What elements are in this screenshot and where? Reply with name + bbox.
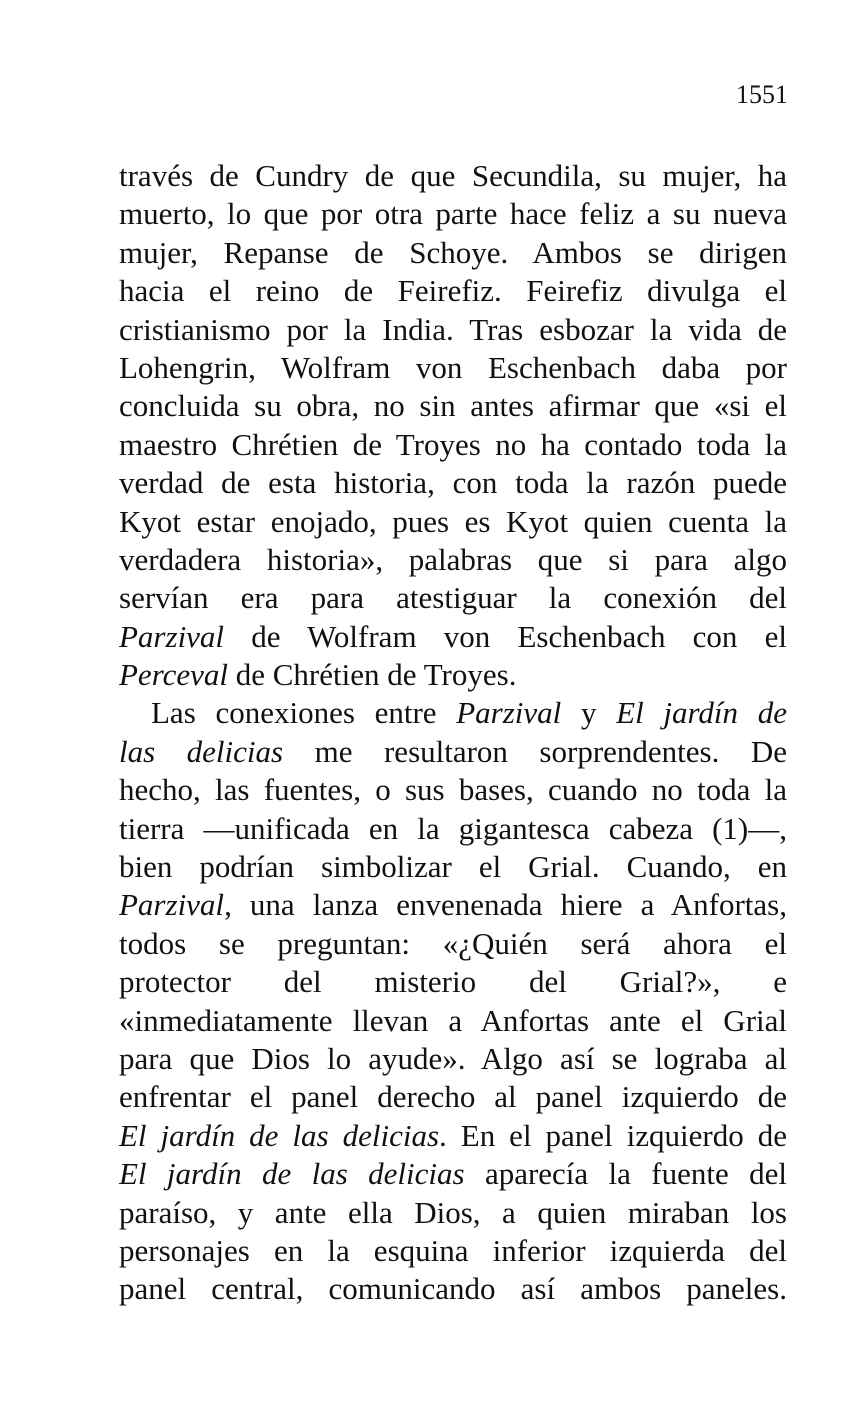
italic-title: Perceval <box>119 657 228 693</box>
text-line <box>119 1040 787 1078</box>
text-segment: «inmediatamente llevan a Anfortas ante el Grial <box>119 1002 787 1038</box>
text-segment: concluida su obra, no sin antes afirmar que «si el <box>119 388 787 424</box>
text-segment: , una lanza envenenada hiere a Anfortas, <box>224 887 787 923</box>
text-line <box>119 810 787 848</box>
text-segment: tierra —unificada en la gigantesca cabeza (1)—, <box>119 810 787 846</box>
text-line <box>119 311 787 349</box>
italic-title: El jardín de las delicias <box>119 1117 440 1153</box>
text-line <box>119 963 787 1001</box>
italic-title: Parzival <box>456 695 562 731</box>
text-line <box>119 387 787 425</box>
text-line <box>119 771 787 809</box>
text-segment: me resultaron sorprendentes. De <box>283 733 787 769</box>
text-segment: Kyot estar enojado, pues es Kyot quien cuenta la <box>119 503 787 539</box>
text-segment: de Chrétien de Troyes. <box>228 657 517 693</box>
text-line <box>119 1232 787 1270</box>
italic-title: Parzival <box>119 887 225 923</box>
text-line <box>119 579 787 617</box>
text-line <box>119 733 787 771</box>
text-line <box>119 464 787 502</box>
text-segment: enfrentar el panel derecho al panel izquierdo de <box>119 1079 787 1115</box>
text-line <box>119 272 787 310</box>
text-line <box>119 349 787 387</box>
text-line <box>119 1117 787 1155</box>
text-segment: muerto, lo que por otra parte hace feliz a su nueva <box>119 196 787 232</box>
text-line <box>119 1078 787 1116</box>
italic-title: El jardín de <box>616 695 787 731</box>
italic-title: El jardín de las delicias <box>119 1156 465 1192</box>
text-segment: y <box>561 695 617 731</box>
text-line <box>119 848 787 886</box>
text-segment: mujer, Repanse de Schoye. Ambos se dirigen <box>119 234 787 270</box>
text-segment: aparecía la fuente del <box>464 1156 788 1192</box>
text-segment: para que Dios lo ayude». Algo así se lograba al <box>119 1040 787 1076</box>
text-line <box>119 157 787 195</box>
text-line <box>119 1270 787 1308</box>
text-segment: Las conexiones entre <box>151 695 457 731</box>
text-segment: bien podrían simbolizar el Grial. Cuando, en <box>119 849 787 885</box>
text-segment: cristianismo por la India. Tras esbozar la vida de <box>119 311 787 347</box>
italic-title: las delicias <box>119 733 284 769</box>
text-segment: verdad de esta historia, con toda la razón puede <box>119 465 787 501</box>
text-segment: de Wolfram von Eschenbach con el <box>224 618 787 654</box>
text-line <box>119 426 787 464</box>
text-line <box>119 1155 787 1193</box>
text-segment: paraíso, y ante ella Dios, a quien miraban los <box>119 1194 787 1230</box>
text-segment: personajes en la esquina inferior izquierda del <box>119 1232 787 1268</box>
text-line <box>119 503 787 541</box>
text-line <box>119 618 787 656</box>
text-segment: protector del misterio del Grial?», e <box>119 964 787 1000</box>
text-line <box>119 886 787 924</box>
text-segment: verdadera historia», palabras que si para algo <box>119 541 787 577</box>
text-line <box>119 1194 787 1232</box>
text-line <box>119 195 787 233</box>
text-line <box>119 1002 787 1040</box>
text-segment: hecho, las fuentes, o sus bases, cuando no toda la <box>119 772 787 808</box>
text-segment: todos se preguntan: «¿Quién será ahora el <box>119 925 787 961</box>
page-number: 1551 <box>736 80 788 109</box>
text-segment: . En el panel izquierdo de <box>439 1117 787 1153</box>
text-line <box>119 694 787 732</box>
text-line <box>119 925 787 963</box>
text-line <box>119 656 787 694</box>
text-segment: maestro Chrétien de Troyes no ha contado toda la <box>119 426 787 462</box>
text-segment: panel central, comunicando así ambos paneles. <box>119 1271 787 1307</box>
text-segment: servían era para atestiguar la conexión del <box>119 580 787 616</box>
text-segment: hacia el reino de Feirefiz. Feirefiz divulga el <box>119 273 787 309</box>
text-segment: Lohengrin, Wolfram von Eschenbach daba por <box>119 349 787 385</box>
text-line <box>119 234 787 272</box>
italic-title: Parzival <box>119 618 225 654</box>
text-segment: través de Cundry de que Secundila, su mujer, ha <box>119 158 787 193</box>
body-text <box>119 157 787 1309</box>
text-line <box>119 541 787 579</box>
